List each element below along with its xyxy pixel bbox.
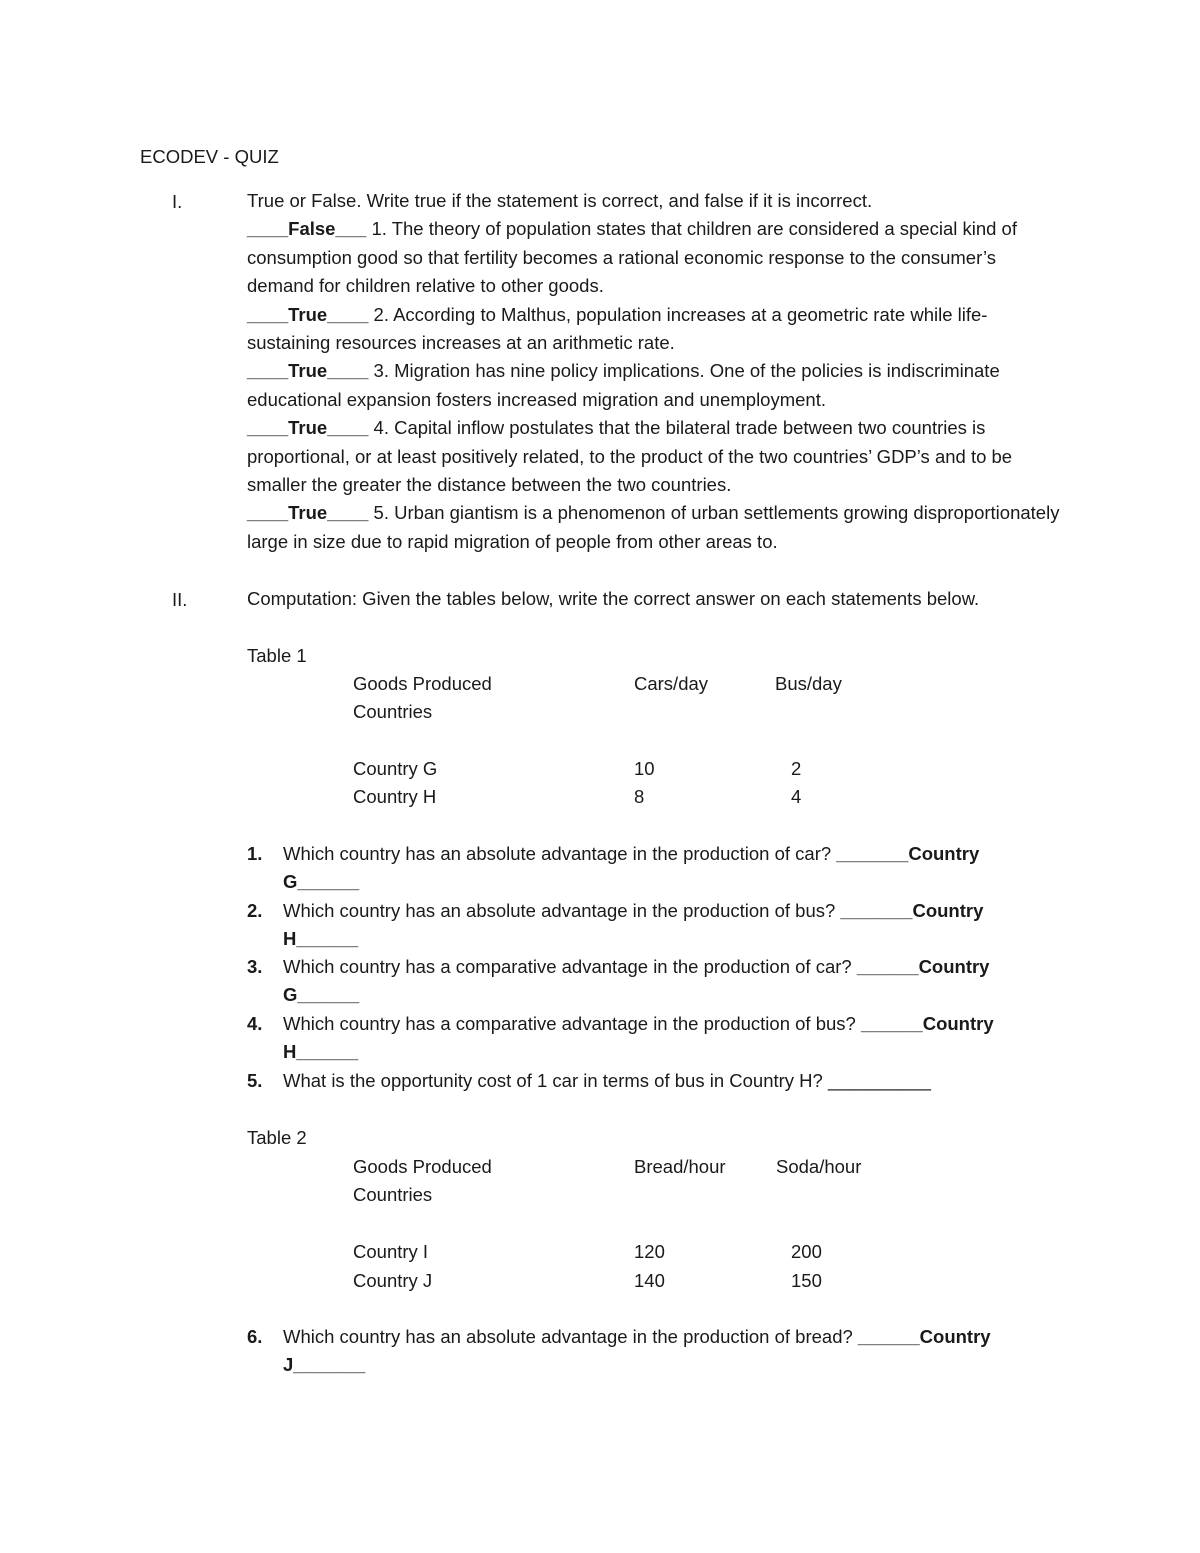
tf-item-4-blank-pre: ____ — [247, 417, 289, 439]
tf-item-3-blank-pre: ____ — [247, 360, 289, 382]
question-3 — [283, 953, 1053, 1009]
table-1-header-col2: Cars/day — [634, 673, 709, 694]
question-3-blank-post: ______ — [297, 984, 360, 1006]
question-2-text: Which country has an absolute advantage in the production of bus? — [283, 900, 841, 921]
tf-item-1-blank-pre: ____ — [247, 218, 289, 240]
question-3-blank-pre: ______ — [856, 956, 919, 977]
table-2-header-col2: Bread/hour — [634, 1156, 726, 1177]
question-2-answer: Country H — [283, 900, 984, 950]
table-2-row-1-value-2: 200 — [791, 1241, 822, 1262]
tf-item-2-answer: True — [288, 303, 328, 325]
tf-item-5-blank-post: ____ — [327, 502, 369, 524]
question-5-number: 5. — [247, 1070, 263, 1091]
table-2-row-2-value-1: 140 — [634, 1270, 665, 1291]
question-6 — [283, 1323, 1053, 1379]
tf-item-2-blank-post: ____ — [327, 303, 369, 325]
question-2-blank-pre: _______ — [840, 900, 913, 921]
tf-item-5-text: 5. Urban giantism is a phenomenon of urban settlements growing disproportionately large in size due to rapid migration of people from other areas to. — [247, 502, 1060, 552]
table-1-row-2-value-2: 4 — [791, 786, 802, 807]
tf-item-5-blank-pre: ____ — [247, 502, 289, 524]
question-6-number: 6. — [247, 1326, 263, 1347]
tf-item-1-answer: False — [288, 218, 336, 240]
question-4-blank-post: ______ — [296, 1041, 359, 1063]
question-2 — [283, 897, 1053, 953]
table-2-row-1-country: Country I — [353, 1241, 429, 1262]
tf-item-4-blank-post: ____ — [327, 417, 369, 439]
question-1-blank-pre: _______ — [836, 843, 909, 864]
table-2-label: Table 2 — [247, 1127, 307, 1148]
question-4-blank-pre: ______ — [860, 1013, 923, 1034]
tf-item-1-blank-post: ___ — [335, 218, 367, 240]
question-1-answer: Country G — [283, 843, 980, 893]
question-6-text: Which country has an absolute advantage in the production of bread? — [283, 1326, 858, 1347]
tf-item-2 — [247, 301, 1067, 358]
question-4-answer: Country H — [283, 1013, 994, 1063]
question-1-number: 1. — [247, 843, 263, 864]
table-1-row-1-value-1: 10 — [634, 758, 655, 779]
tf-item-3-blank-post: ____ — [327, 360, 369, 382]
tf-item-5-answer: True — [288, 502, 328, 524]
question-6-answer: Country J — [283, 1326, 991, 1376]
tf-item-3-text: 3. Migration has nine policy implications. One of the policies is indiscriminate educational expansion fosters increased migration and unemployment. — [247, 360, 1000, 410]
question-4-number: 4. — [247, 1013, 263, 1034]
tf-item-1 — [247, 215, 1067, 300]
section-1-instruction: True or False. Write true if the statement is correct, and false if it is incorrect. — [247, 190, 873, 211]
tf-item-2-text: 2. According to Malthus, population increases at a geometric rate while life-sustaining resources increases at an arithmetic rate. — [247, 303, 988, 354]
section-2-numeral: II. — [172, 589, 188, 610]
question-6-blank-post: _______ — [293, 1354, 366, 1376]
tf-item-4-text: 4. Capital inflow postulates that the bilateral trade between two countries is proportional, or at least positively related, to the product of the two countries’ GDP’s and to be smaller the greater the distance between the two countries. — [247, 417, 1013, 496]
table-1-label: Table 1 — [247, 645, 307, 666]
table-2-header-col1-line2: Countries — [353, 1184, 433, 1205]
table-1-row-1-country: Country G — [353, 758, 438, 779]
section-1-body — [247, 187, 1067, 556]
table-2-header-col3: Soda/hour — [776, 1156, 862, 1177]
question-2-blank-post: ______ — [296, 928, 359, 950]
tf-item-3 — [247, 357, 1067, 414]
question-3-text: Which country has a comparative advantage in the production of car? — [283, 956, 857, 977]
table-1-row-1-value-2: 2 — [791, 758, 802, 779]
table-1-row-2-country: Country H — [353, 786, 437, 807]
table-1-row-2-value-1: 8 — [634, 786, 645, 807]
question-4-text: Which country has a comparative advantage in the production of bus? — [283, 1013, 861, 1034]
question-5 — [283, 1067, 1053, 1095]
section-1-numeral: I. — [172, 191, 183, 212]
table-2-header-col1-line1: Goods Produced — [353, 1156, 492, 1177]
question-1 — [283, 840, 1053, 896]
question-1-text: Which country has an absolute advantage in the production of car? — [283, 843, 837, 864]
question-5-text: What is the opportunity cost of 1 car in terms of bus in Country H? — [283, 1070, 828, 1091]
table-2-row-2-value-2: 150 — [791, 1270, 822, 1291]
table-1-header-col1-line1: Goods Produced — [353, 673, 492, 694]
tf-item-4-answer: True — [288, 417, 328, 439]
tf-item-5 — [247, 499, 1067, 556]
question-1-blank-post: ______ — [297, 871, 360, 893]
question-3-number: 3. — [247, 956, 263, 977]
quiz-title: ECODEV - QUIZ — [140, 146, 279, 167]
question-4 — [283, 1010, 1053, 1066]
table-2-row-1-value-1: 120 — [634, 1241, 665, 1262]
question-3-answer: Country G — [283, 956, 990, 1006]
tf-item-3-answer: True — [288, 360, 328, 382]
table-2-row-2-country: Country J — [353, 1270, 433, 1291]
question-5-blank: __________ — [827, 1070, 931, 1091]
question-2-number: 2. — [247, 900, 263, 921]
table-1-header-col1-line2: Countries — [353, 701, 433, 722]
tf-item-4 — [247, 414, 1067, 499]
question-6-blank-pre: ______ — [857, 1326, 920, 1347]
section-2-instruction: Computation: Given the tables below, write the correct answer on each statements below. — [247, 588, 980, 609]
table-1-header-col3: Bus/day — [775, 673, 842, 694]
tf-item-2-blank-pre: ____ — [247, 303, 289, 325]
tf-item-1-text: 1. The theory of population states that children are considered a special kind of consumption good so that fertility becomes a rational economic response to the consumer’s demand for children relative to other goods. — [247, 218, 1017, 297]
